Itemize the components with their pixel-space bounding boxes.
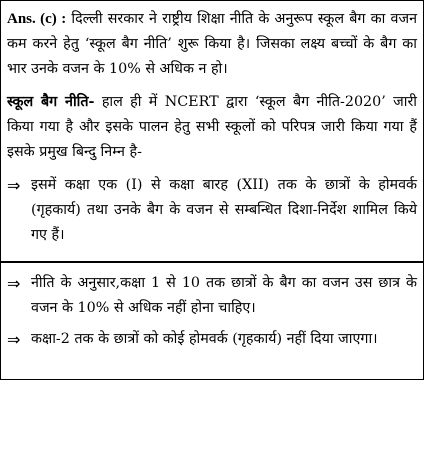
point-1-text: इसमें कक्षा एक (I) से कक्षा बारह (XII) तक के छात्रों के होमवर्क (गृहकार्य) तथा उनके बैग के वजन से सम्बन्धित दिशा-निर्देश शामिल किये गए हैं। — [31, 177, 417, 243]
answer-intro-paragraph — [7, 7, 417, 82]
double-arrow-icon: ⇒ — [7, 274, 21, 293]
double-arrow-icon: ⇒ — [7, 330, 21, 349]
continuation-box — [0, 262, 424, 380]
answer-label: Ans. (c) : — [7, 11, 67, 27]
list-item — [7, 327, 417, 352]
double-arrow-icon: ⇒ — [7, 176, 21, 195]
policy-heading: स्कूल बैग नीति- — [7, 94, 95, 110]
answer-intro-text: दिल्ली सरकार ने राष्ट्रीय शिक्षा नीति के अनुरूप स्कूल बैग का वजन कम करने हेतु ‘स्कूल बैग नीति’ शुरू किया है। जिसका लक्ष्य बच्चों के बैग का भार उनके वजन के 10% से अधिक न हो। — [7, 11, 418, 77]
list-item — [7, 271, 417, 321]
policy-text: हाल ही में NCERT द्वारा ‘स्कूल बैग नीति-2020’ जारी किया गया है और इसके पालन हेतु सभी स्कूलों को परिपत्र जारी किया गया हैं इसके प्रमुख बिन्दु निम्न है- — [7, 94, 417, 160]
policy-paragraph — [7, 90, 417, 165]
spacer — [7, 165, 417, 173]
point-3-text: कक्षा-2 तक के छात्रों को कोई होमवर्क (गृहकार्य) नहीं दिया जाएगा। — [31, 331, 378, 347]
point-2-text: नीति के अनुसार,कक्षा 1 से 10 तक छात्रों के बैग का वजन उस छात्र के वजन के 10% से अधिक नहीं होना चाहिए। — [31, 275, 417, 316]
spacer — [7, 82, 417, 90]
list-item — [7, 173, 417, 248]
